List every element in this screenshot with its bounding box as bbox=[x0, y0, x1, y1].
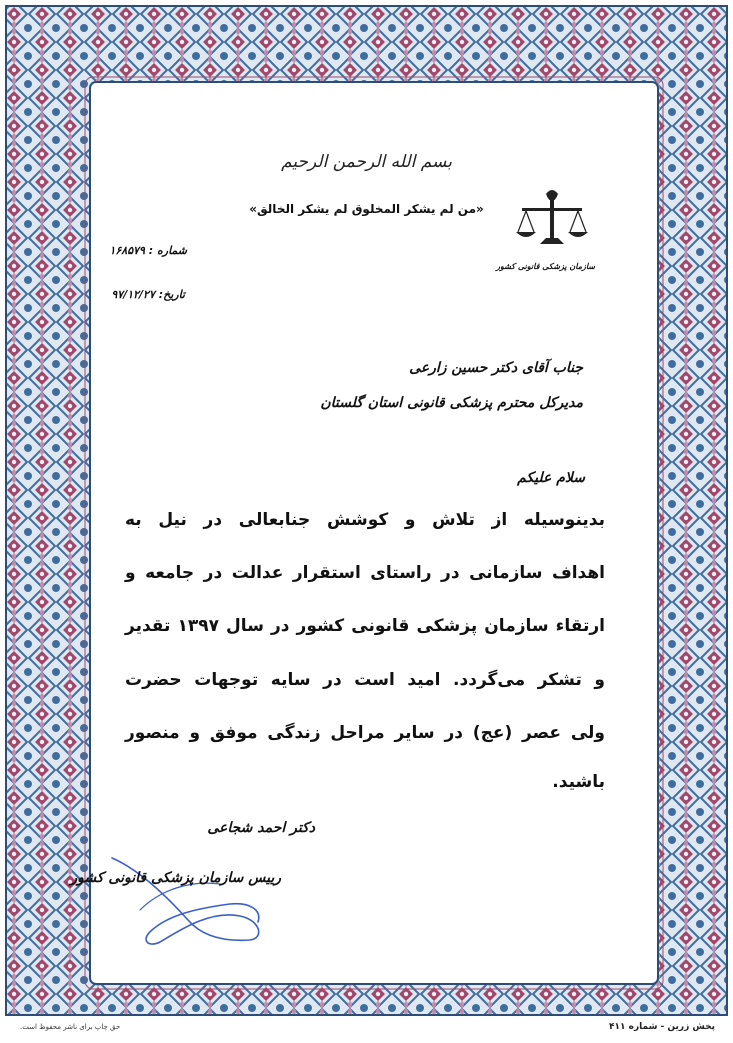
signer-name: دکتر احمد شجاعی bbox=[207, 820, 315, 836]
hadith-quote: «من لم یشکر المخلوق لم یشکر الخالق» bbox=[249, 202, 484, 216]
body-line: و تشکر می‌گردد. امید است در سایه توجهات حضرت bbox=[125, 670, 605, 690]
organization-name: سازمان پزشکی قانونی کشور bbox=[496, 262, 595, 271]
salutation: سلام علیکم bbox=[517, 470, 585, 486]
body-line: ولی عصر (عج) در سایر مراحل زندگی موفق و منصور bbox=[125, 723, 605, 743]
signer-title: رییس سازمان پزشکی قانونی کشور bbox=[70, 870, 281, 886]
body-line: اهداف سازمانی در راستای استقرار عدالت در جامعه و bbox=[125, 563, 605, 583]
publisher-note: پخش زرین - شماره ۴۱۱ bbox=[609, 1022, 715, 1032]
addressee-title: مدیرکل محترم پزشکی قانونی استان گلستان bbox=[320, 395, 583, 411]
letter-date: تاریخ: ۹۷/۱۲/۲۷ bbox=[111, 288, 185, 301]
addressee-name: جناب آقای دکتر حسین زارعی bbox=[409, 360, 583, 376]
handwritten-signature bbox=[100, 850, 270, 950]
letter-number: شماره : ۱۶۸۵۷۹ bbox=[109, 244, 187, 257]
bismillah-heading: بسم الله الرحمن الرحیم bbox=[281, 152, 452, 172]
body-line: باشید. bbox=[552, 772, 605, 792]
body-line: بدینوسیله از تلاش و کوشش جنابعالی در نیل به bbox=[125, 510, 605, 530]
body-line: ارتقاء سازمان پزشکی قانونی کشور در سال ۱۳۹۷ تقدیر bbox=[125, 616, 605, 636]
copyright-note: حق چاپ برای ناشر محفوظ است. bbox=[20, 1023, 121, 1031]
